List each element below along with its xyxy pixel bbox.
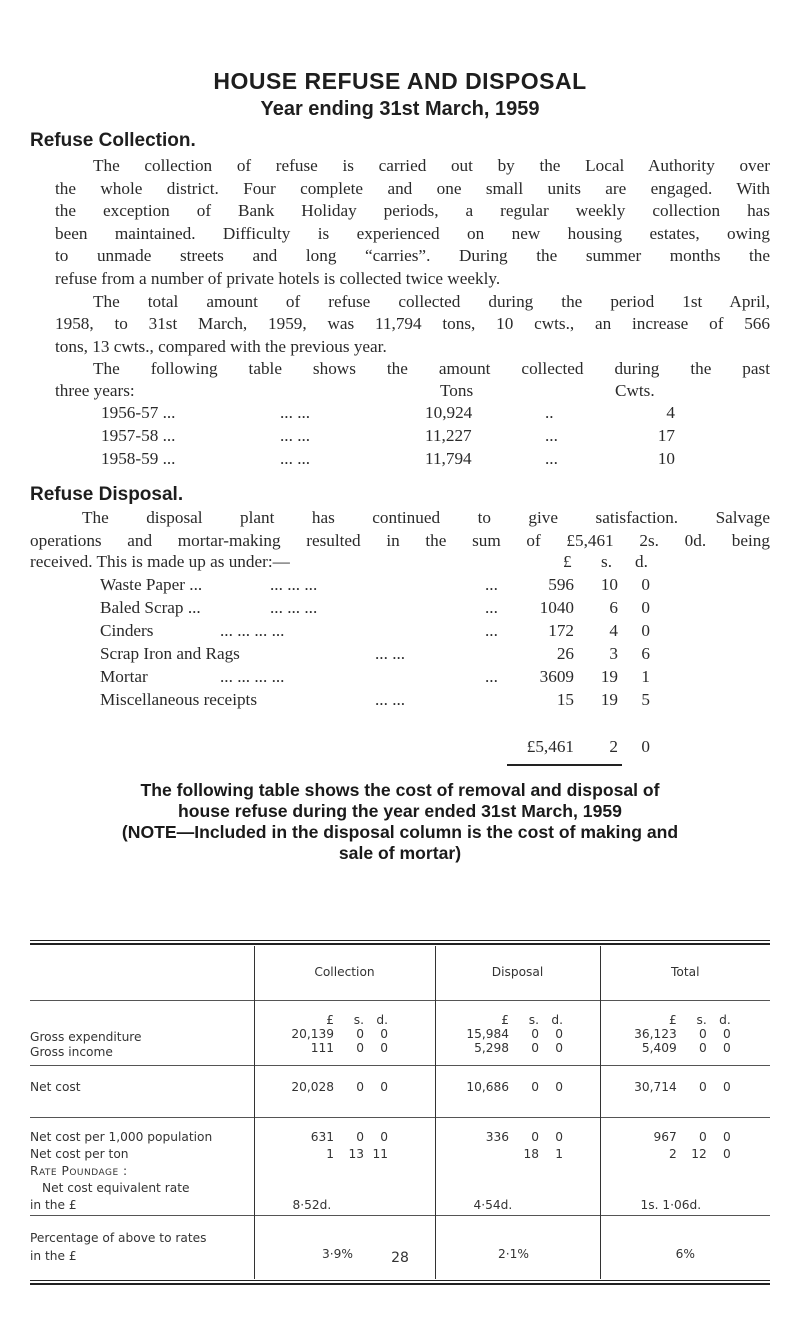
value-cell: 18 — [523, 1146, 539, 1161]
pence-cell: 6 — [641, 644, 650, 663]
value-cell: 5,409 — [641, 1040, 677, 1055]
total-shillings: 2 — [609, 737, 618, 756]
pence-cell: 0 — [641, 621, 650, 640]
text-line: received. This is made up as under:— — [30, 552, 290, 571]
table-row — [30, 690, 770, 712]
col-header-cwts: Cwts. — [615, 381, 655, 400]
col-header: Disposal — [435, 946, 600, 1000]
caption-line: sale of mortar) — [338, 843, 462, 863]
table-row — [55, 426, 770, 448]
shillings-cell: 19 — [600, 667, 618, 686]
cwts-cell: 4 — [666, 403, 675, 422]
year-cell: 1957-58 ... — [101, 426, 176, 445]
pounds-cell: 3609 — [539, 667, 574, 686]
value-cell: 0 — [722, 1129, 731, 1144]
value-cell: 36,123 — [634, 1026, 677, 1041]
leader-dots: ... — [485, 575, 498, 594]
page-title: HOUSE REFUSE AND DISPOSAL — [213, 68, 587, 94]
value-cell: 336 — [485, 1129, 509, 1144]
value-cell: 0 — [698, 1129, 707, 1144]
collection-paragraph — [55, 155, 770, 381]
leader-dots: ... ... ... — [270, 598, 318, 617]
text-line: The total amount of refuse collected during the period 1st April, — [93, 291, 770, 311]
page-number: 28 — [391, 1250, 409, 1266]
value-cell: 15,984 — [466, 1026, 509, 1041]
item-label: Scrap Iron and Rags — [100, 644, 240, 663]
value-cell: 8·52d. — [292, 1197, 332, 1212]
pounds-cell: 15 — [556, 690, 574, 709]
text-line: been maintained. Difficulty is experienced on new housing estates, owing — [55, 223, 770, 243]
disposal-paragraph — [30, 507, 770, 552]
tons-cell: 10,924 — [425, 403, 473, 422]
value-cell: 30,714 — [634, 1079, 677, 1094]
text-line: The disposal plant has continued to give satisfaction. Salvage — [82, 508, 770, 527]
value-cell: 12 — [691, 1146, 707, 1161]
shillings-cell: 3 — [609, 644, 618, 663]
leader-dots: ... ... ... ... — [220, 667, 285, 686]
unit-pounds: £ — [668, 1012, 677, 1027]
shillings-cell: 6 — [609, 598, 618, 617]
value-cell: 967 — [653, 1129, 677, 1144]
item-label: Baled Scrap ... — [100, 598, 201, 617]
cwts-cell: 10 — [657, 449, 675, 468]
row-label: Gross expenditure — [30, 1029, 142, 1044]
value-cell: 0 — [356, 1079, 364, 1094]
cwts-cell: 17 — [657, 426, 675, 445]
value-cell: 0 — [722, 1026, 731, 1041]
value-cell: 0 — [380, 1040, 388, 1055]
shillings-cell: 4 — [609, 621, 618, 640]
table-row — [30, 667, 770, 689]
table-row — [30, 1117, 770, 1215]
unit-pence: d. — [719, 1012, 731, 1027]
pence-cell: 0 — [641, 575, 650, 594]
value-cell: 0 — [380, 1079, 388, 1094]
row-label: Net cost per 1,000 population — [30, 1129, 213, 1144]
value-cell: 0 — [722, 1079, 731, 1094]
table-row — [30, 1215, 770, 1279]
value-cell: 11 — [372, 1146, 388, 1161]
shillings-cell: 19 — [600, 690, 618, 709]
value-cell: 6% — [600, 1215, 770, 1279]
value-cell: 13 — [348, 1146, 364, 1161]
text-line: to unmade streets and long “carries”. During the summer months the — [55, 246, 770, 266]
cost-table — [30, 946, 770, 1279]
table-bottom-border — [30, 1280, 770, 1285]
value-cell: 4·54d. — [473, 1197, 513, 1212]
value-cell: 0 — [698, 1079, 707, 1094]
value-cell: 0 — [555, 1129, 563, 1144]
leader-dots: ... — [545, 426, 558, 445]
leader-dots: ... — [485, 621, 498, 640]
col-header-pounds: £ — [563, 552, 572, 571]
leader-dots: ... — [485, 667, 498, 686]
value-cell: 111 — [310, 1040, 334, 1055]
value-cell: 0 — [356, 1129, 364, 1144]
value-cell: 0 — [722, 1146, 731, 1161]
leader-dots: ... ... — [280, 449, 311, 468]
total-row — [30, 737, 770, 759]
table-row — [30, 621, 770, 643]
unit-pence: d. — [376, 1012, 388, 1027]
row-label: Net cost — [30, 1065, 254, 1117]
unit-pounds: £ — [501, 1012, 509, 1027]
text-line: refuse from a number of private hotels is collected twice weekly. — [55, 268, 501, 288]
row-label: Rate Poundage : — [30, 1163, 128, 1178]
row-label: in the £ — [30, 1197, 77, 1212]
value-cell: 20,028 — [291, 1079, 334, 1094]
value-cell: 5,298 — [474, 1040, 509, 1055]
leader-dots: ... ... ... ... — [220, 621, 285, 640]
value-cell: 0 — [698, 1040, 707, 1055]
col-header: Collection — [254, 946, 435, 1000]
value-cell: 1s. 1·06d. — [640, 1197, 702, 1212]
unit-shillings: s. — [528, 1012, 539, 1027]
disposal-heading: Refuse Disposal. — [30, 484, 184, 505]
leader-dots: ... ... — [280, 426, 311, 445]
leader-dots: ... — [545, 449, 558, 468]
value-cell: 0 — [531, 1129, 539, 1144]
value-cell: 2 — [668, 1146, 677, 1161]
text-line: The following table shows the amount collected during the past — [93, 359, 770, 379]
leader-dots: .. — [545, 403, 554, 422]
leader-dots: ... ... ... — [270, 575, 318, 594]
value-cell: 20,139 — [291, 1026, 334, 1041]
table-row — [30, 1065, 770, 1117]
text-line: three years: — [55, 381, 135, 400]
caption-line: The following table shows the cost of removal and disposal of — [140, 780, 660, 800]
row-label: Gross income — [30, 1044, 113, 1059]
row-label: Percentage of above to rates — [30, 1230, 207, 1245]
value-cell: 0 — [531, 1026, 539, 1041]
leader-dots: ... ... — [375, 644, 406, 663]
leader-dots: ... — [485, 598, 498, 617]
year-cell: 1956-57 ... — [101, 403, 176, 422]
value-cell: 0 — [555, 1079, 563, 1094]
table-row — [30, 1000, 770, 1065]
value-cell: 0 — [356, 1040, 364, 1055]
table-row — [30, 598, 770, 620]
pence-cell: 5 — [641, 690, 650, 709]
shillings-cell: 10 — [600, 575, 618, 594]
leader-dots: ... ... — [280, 403, 311, 422]
table-row — [30, 644, 770, 666]
unit-pence: d. — [551, 1012, 563, 1027]
row-label: Net cost per ton — [30, 1146, 129, 1161]
item-label: Cinders — [100, 621, 154, 640]
pounds-cell: 1040 — [539, 598, 574, 617]
value-cell: 1 — [555, 1146, 563, 1161]
text-line: tons, 13 cwts., compared with the previous year. — [55, 336, 387, 356]
total-underline — [507, 764, 622, 766]
pounds-cell: 596 — [548, 575, 574, 594]
row-label: Net cost equivalent rate — [42, 1180, 190, 1195]
leader-dots: ... ... — [375, 690, 406, 709]
value-cell: 0 — [555, 1040, 563, 1055]
year-cell: 1958-59 ... — [101, 449, 176, 468]
caption-line: house refuse during the year ended 31st March, 1959 — [178, 801, 622, 821]
col-header-shillings: s. — [601, 552, 612, 571]
tons-cell: 11,794 — [425, 449, 472, 468]
item-label: Mortar — [100, 667, 148, 686]
pence-cell: 1 — [641, 667, 650, 686]
total-pounds: £5,461 — [526, 737, 574, 756]
value-cell: 0 — [380, 1026, 388, 1041]
text-line: operations and mortar-making resulted in the sum of £5,461 2s. 0d. being — [30, 530, 770, 550]
value-cell: 0 — [531, 1040, 539, 1055]
item-label: Waste Paper ... — [100, 575, 203, 594]
table-row — [55, 449, 770, 471]
text-line: The collection of refuse is carried out by the Local Authority over — [93, 156, 770, 175]
total-pence: 0 — [641, 737, 650, 756]
pounds-cell: 172 — [548, 621, 574, 640]
value-cell: 0 — [555, 1026, 563, 1041]
value-cell: 0 — [380, 1129, 388, 1144]
text-line: the exception of Bank Holiday periods, a regular weekly collection has — [55, 201, 770, 221]
value-cell: 2·1% — [435, 1215, 600, 1279]
value-cell: 631 — [310, 1129, 334, 1144]
table-top-border — [30, 940, 770, 945]
col-header: Total — [600, 946, 770, 1000]
table-row — [30, 575, 770, 597]
value-cell: 3·9% — [254, 1215, 435, 1279]
pence-cell: 0 — [641, 598, 650, 617]
table-header-row — [30, 946, 770, 1000]
value-cell: 0 — [356, 1026, 364, 1041]
unit-pounds: £ — [326, 1012, 334, 1027]
value-cell: 0 — [698, 1026, 707, 1041]
col-header-tons: Tons — [440, 381, 474, 400]
value-cell: 10,686 — [466, 1079, 509, 1094]
unit-shillings: s. — [696, 1012, 707, 1027]
value-cell: 0 — [531, 1079, 539, 1094]
value-cell: 0 — [722, 1040, 731, 1055]
value-cell — [454, 1146, 509, 1163]
page-subtitle: Year ending 31st March, 1959 — [260, 98, 540, 120]
cost-table-caption — [30, 780, 770, 864]
item-label: Miscellaneous receipts — [100, 690, 258, 709]
row-label: in the £ — [30, 1248, 77, 1263]
text-line: 1958, to 31st March, 1959, was 11,794 tons, 10 cwts., an increase of 566 — [55, 314, 770, 334]
collection-heading: Refuse Collection. — [30, 130, 196, 151]
value-cell: 1 — [326, 1146, 334, 1161]
caption-line: (NOTE—Included in the disposal column is the cost of making and — [121, 822, 679, 842]
pounds-cell: 26 — [556, 644, 574, 663]
tons-cell: 11,227 — [425, 426, 472, 445]
unit-shillings: s. — [353, 1012, 364, 1027]
col-header-pence: d. — [635, 552, 648, 571]
text-line: the whole district. Four complete and one small units are engaged. With — [55, 178, 770, 198]
table-row — [55, 403, 770, 425]
